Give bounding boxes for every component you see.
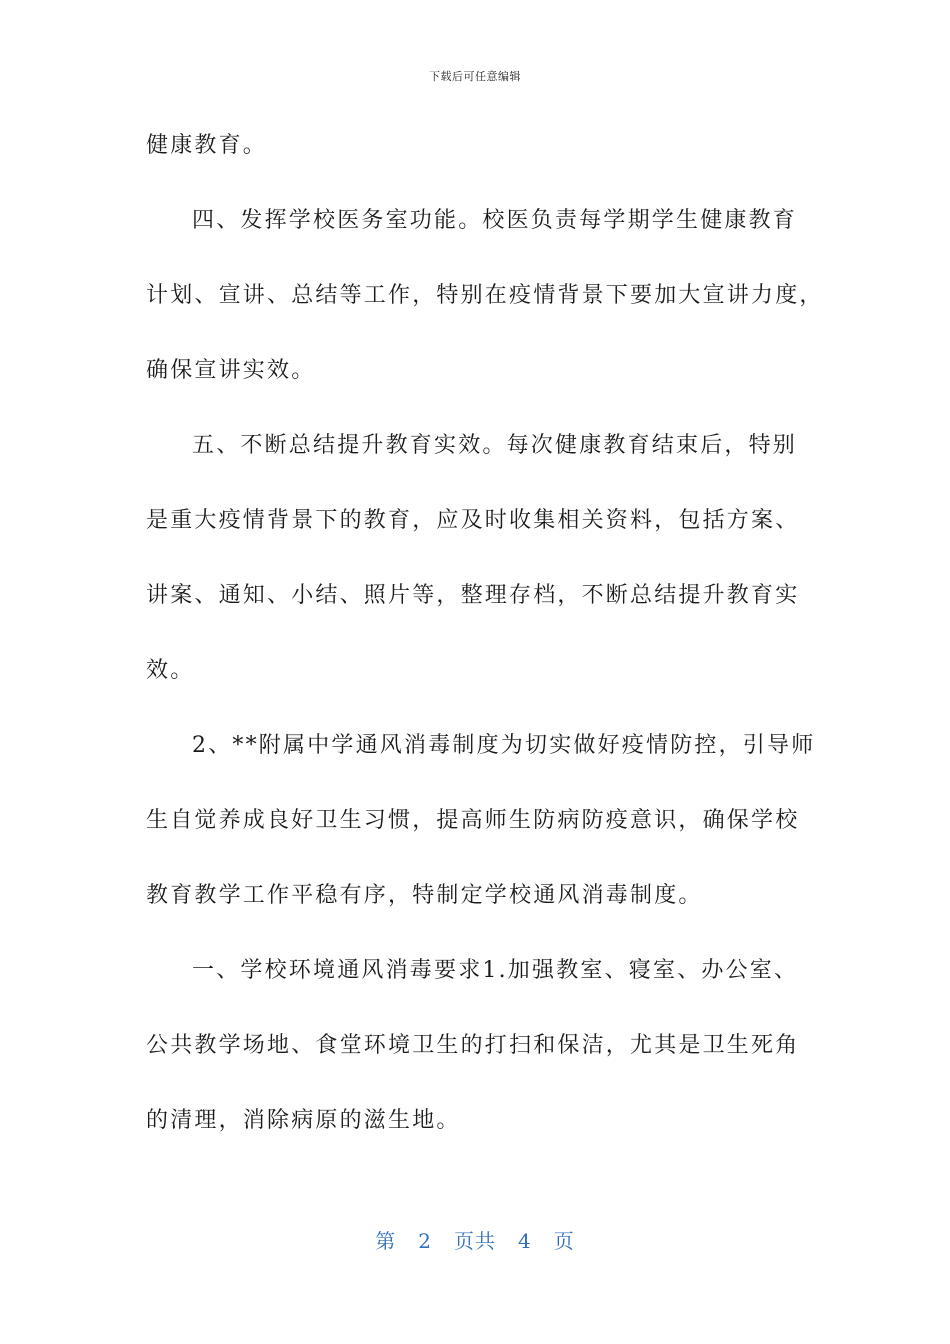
paragraph-line: 健康教育。 — [146, 133, 268, 158]
paragraph-line: 是重大疫情背景下的教育，应及时收集相关资料，包括方案、 — [146, 508, 800, 533]
footer-current-page: 2 — [418, 1229, 432, 1253]
paragraph-line: 四、发挥学校医务室功能。校医负责每学期学生健康教育 — [192, 208, 798, 233]
page-footer — [0, 1225, 950, 1254]
paragraph-line: 五、不断总结提升教育实效。每次健康教育结束后，特别 — [192, 433, 798, 458]
paragraph-line: 公共教学场地、食堂环境卫生的打扫和保洁，尤其是卫生死角 — [146, 1033, 800, 1058]
footer-middle: 页共 — [454, 1229, 496, 1253]
footer-prefix: 第 — [375, 1229, 397, 1253]
footer-suffix: 页 — [553, 1229, 575, 1253]
paragraph-line: 讲案、通知、小结、照片等，整理存档，不断总结提升教育实 — [146, 583, 800, 608]
paragraph-line: 2、**附属中学通风消毒制度为切实做好疫情防控，引导师 — [192, 733, 816, 758]
paragraph-line: 计划、宣讲、总结等工作，特别在疫情背景下要加大宣讲力度， — [146, 283, 824, 308]
paragraph-line: 效。 — [146, 658, 195, 683]
header-note: 下载后可任意编辑 — [429, 70, 521, 83]
body-text — [146, 127, 824, 1177]
paragraph-line: 确保宣讲实效。 — [146, 358, 316, 383]
paragraph-line: 一、学校环境通风消毒要求1.加强教室、寝室、办公室、 — [192, 958, 799, 983]
paragraph-line: 生自觉养成良好卫生习惯，提高师生防病防疫意识，确保学校 — [146, 808, 800, 833]
paragraph-line: 教育教学工作平稳有序，特制定学校通风消毒制度。 — [146, 883, 703, 908]
footer-total-pages: 4 — [518, 1229, 532, 1253]
paragraph-line: 的清理，消除病原的滋生地。 — [146, 1108, 461, 1133]
